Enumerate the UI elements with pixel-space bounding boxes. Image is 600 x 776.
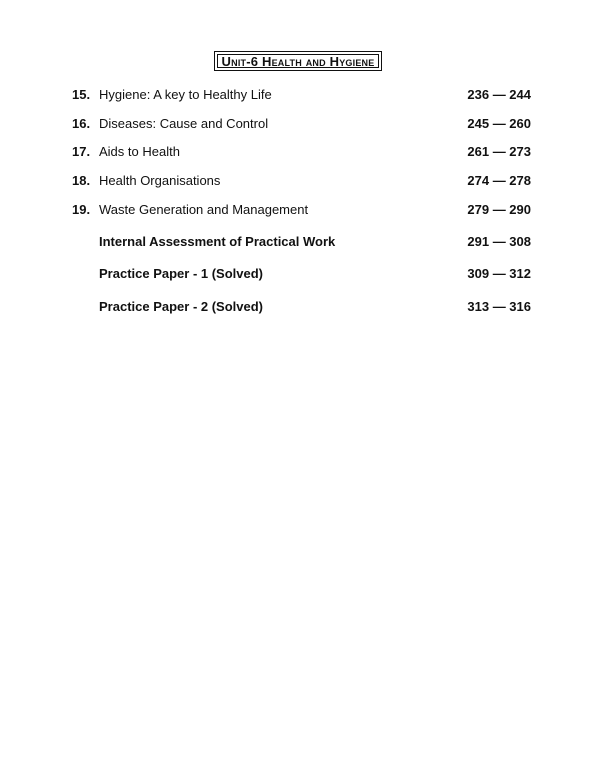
toc-entry-title: Practice Paper - 2 (Solved) (99, 299, 264, 314)
toc-entry-pages: 279 — 290 (467, 202, 531, 217)
toc-entry-title: Diseases: Cause and Control (99, 116, 269, 131)
toc-entry-number: 16. (72, 116, 91, 131)
toc-entry-title: Hygiene: A key to Healthy Life (99, 87, 272, 102)
toc-entry-15[interactable] (0, 86, 600, 104)
toc-entry-pages: 261 — 273 (467, 144, 531, 159)
toc-entry-number: 15. (72, 87, 91, 102)
toc-entry-number: 19. (72, 202, 91, 217)
unit-heading (214, 51, 382, 71)
toc-entry-pages: 274 — 278 (467, 173, 531, 188)
toc-entry-title: Practice Paper - 1 (Solved) (99, 266, 264, 281)
toc-entry-pages: 236 — 244 (467, 87, 531, 102)
toc-entry-pages: 309 — 312 (467, 266, 531, 281)
toc-entry-title: Internal Assessment of Practical Work (99, 234, 336, 249)
toc-entry-19[interactable] (0, 201, 600, 219)
toc-entry-practice-paper-1[interactable] (0, 265, 600, 283)
unit-heading-label: Unit-6 Health and Hygiene (221, 53, 375, 69)
toc-entry-18[interactable] (0, 172, 600, 190)
toc-entry-pages: 245 — 260 (467, 116, 531, 131)
toc-entry-pages: 313 — 316 (467, 299, 531, 314)
toc-entry-number: 17. (72, 144, 91, 159)
toc-entry-practice-paper-2[interactable] (0, 298, 600, 316)
toc-entry-16[interactable] (0, 115, 600, 133)
toc-entry-title: Health Organisations (99, 173, 221, 188)
toc-entry-title: Waste Generation and Management (99, 202, 309, 217)
toc-entry-pages: 291 — 308 (467, 234, 531, 249)
toc-entry-internal-assessment[interactable] (0, 233, 600, 251)
toc-entry-title: Aids to Health (99, 144, 180, 159)
toc-entry-number: 18. (72, 173, 91, 188)
toc-entry-17[interactable] (0, 143, 600, 161)
